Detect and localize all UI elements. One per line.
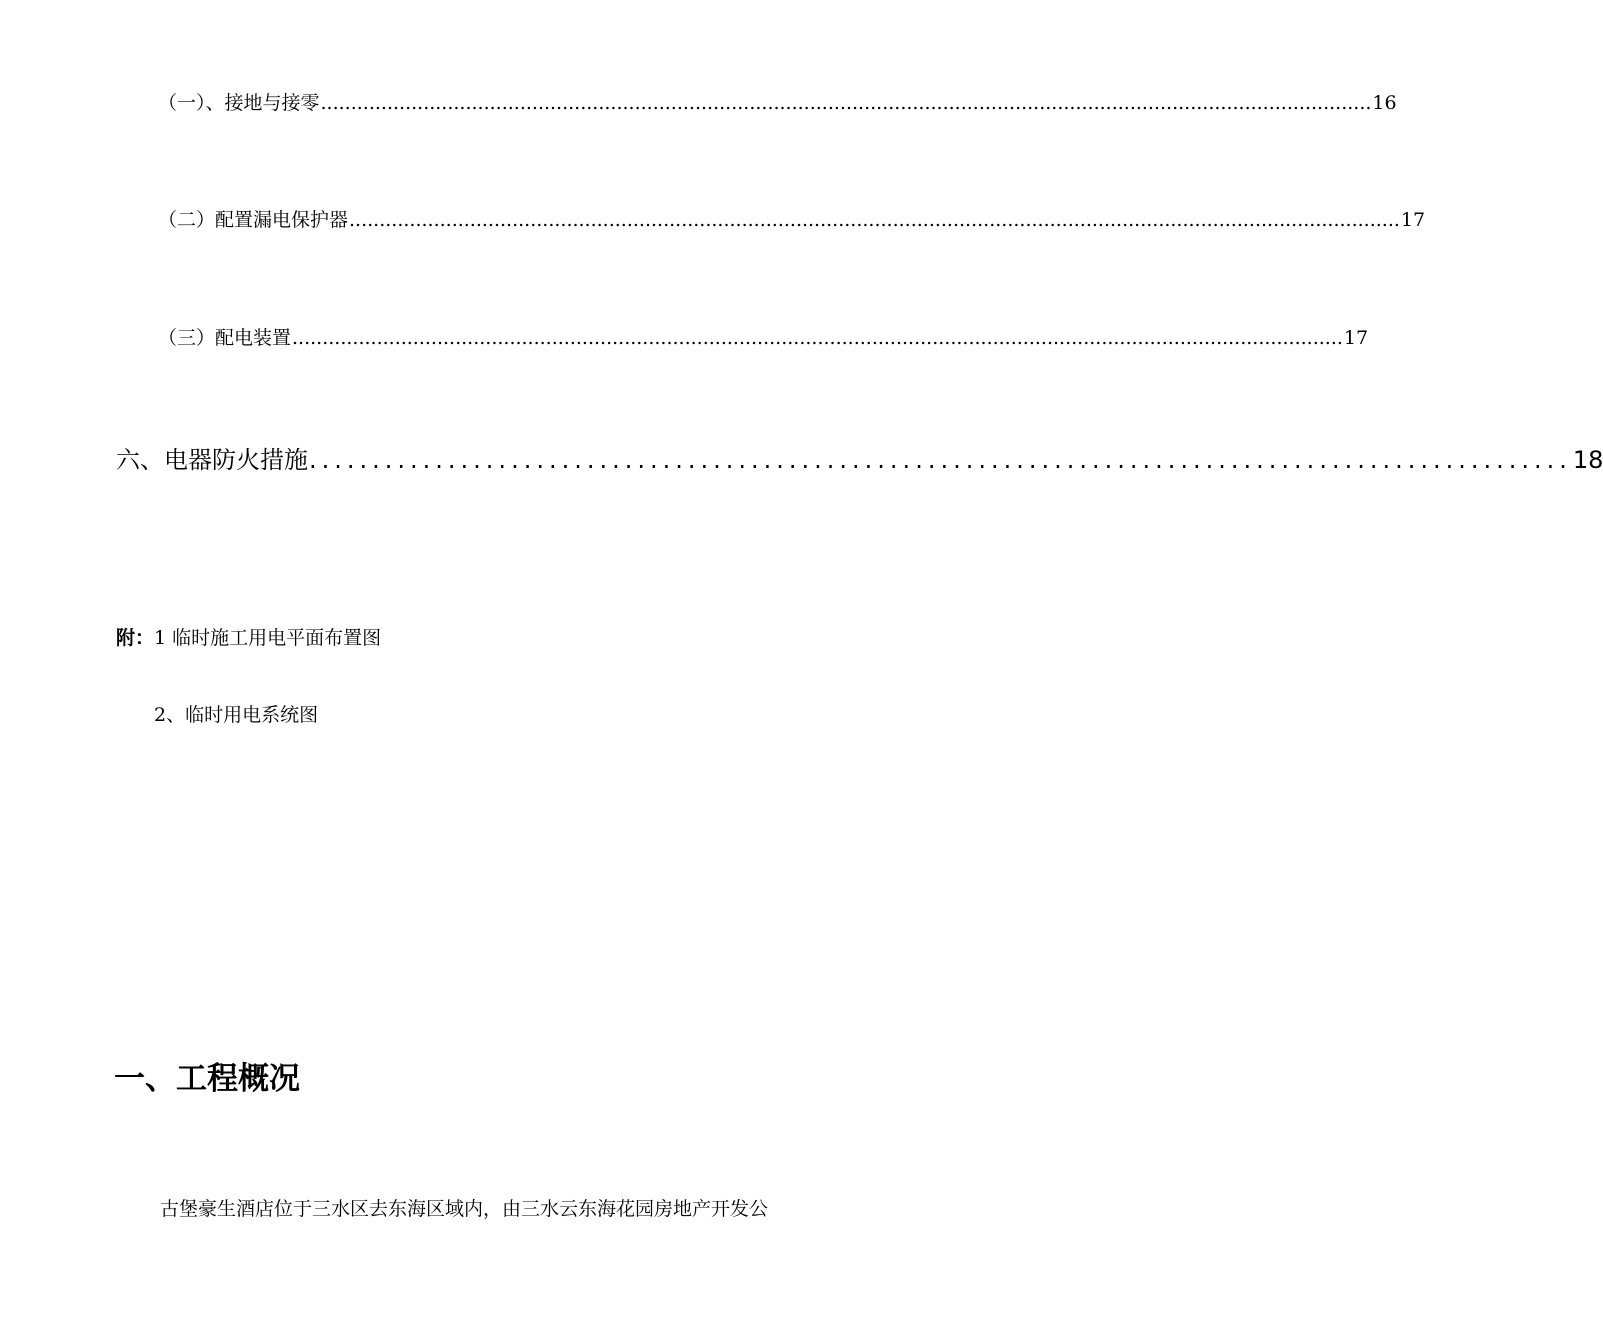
toc-leader: .............................................................................................................................................................................. (320, 92, 1372, 114)
appendix-line-2 (154, 700, 318, 727)
toc-entry-page: 17 (1400, 209, 1426, 231)
toc-entry-title: （二）配置漏电保护器 (158, 209, 349, 231)
appendix-item-1: 1 临时施工用电平面布置图 (154, 627, 382, 649)
toc-entry[interactable] (158, 88, 1397, 115)
toc-entry-title: （三）配电装置 (158, 327, 292, 349)
section-heading: 一、工程概况 (114, 1061, 300, 1097)
body-paragraph: 古堡豪生酒店位于三水区去东海区域内，由三水云东海花园房地产开发公 (160, 1198, 769, 1220)
toc-main-entry[interactable] (116, 440, 1603, 475)
toc-entry-page: 17 (1343, 327, 1369, 349)
appendix-item-2: 2、临时用电系统图 (154, 704, 319, 726)
toc-leader: .............................................................................................................................................................................. (292, 327, 1343, 349)
toc-leader: .................................................................................................... (309, 446, 1572, 474)
appendix-label: 附： (116, 627, 155, 649)
toc-entry[interactable] (158, 205, 1426, 232)
toc-main-entry-title: 六、电器防火措施 (116, 446, 308, 474)
toc-entry-title: （一）、接地与接零 (158, 92, 320, 114)
toc-entry[interactable] (158, 323, 1369, 350)
toc-main-entry-page: 18 (1572, 446, 1603, 474)
appendix-line-1 (116, 623, 381, 650)
toc-entry-page: 16 (1372, 92, 1397, 114)
toc-leader: .............................................................................................................................................................................. (349, 209, 1400, 231)
